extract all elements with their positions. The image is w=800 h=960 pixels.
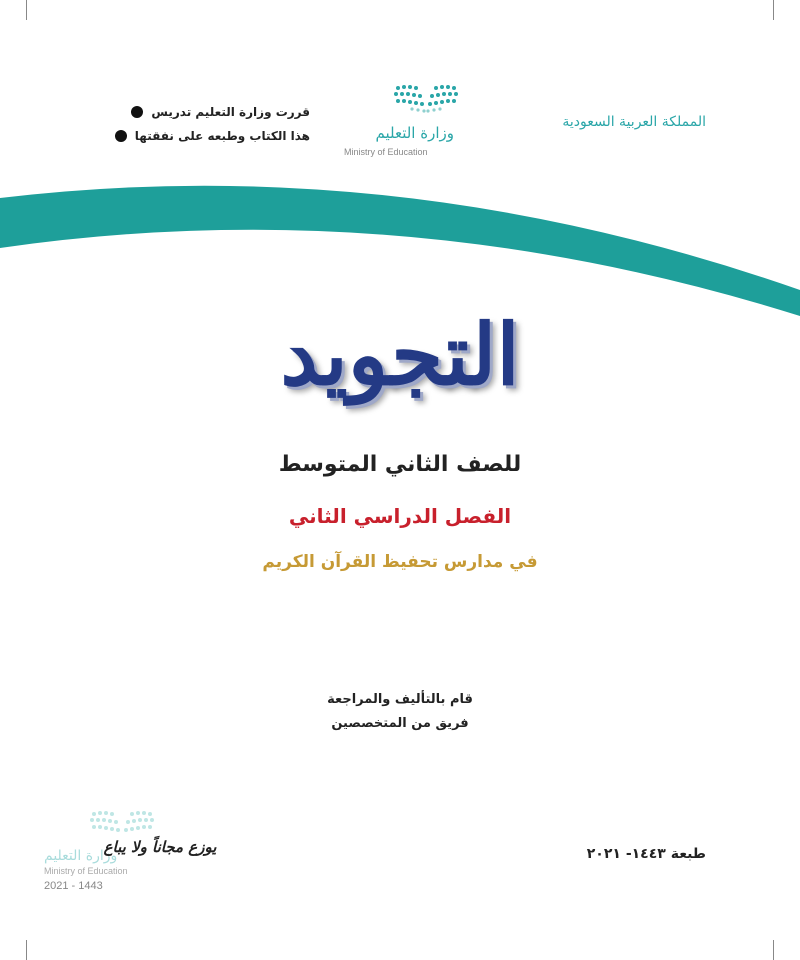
bottom-ministry-name-ar: وزارة التعليم xyxy=(44,848,118,864)
bullet-icon xyxy=(115,130,127,142)
authors-line: فريق من المتخصصين xyxy=(331,716,469,731)
crop-mark xyxy=(26,940,27,960)
book-title: التجويد xyxy=(280,305,520,404)
decree-line xyxy=(96,124,310,148)
authors-line: قام بالتأليف والمراجعة xyxy=(327,692,473,707)
decree-text: هذا الكتاب وطبعه على نفقتها xyxy=(134,129,310,143)
crop-mark xyxy=(773,0,774,20)
crop-mark xyxy=(773,940,774,960)
decree-line xyxy=(96,100,310,124)
teal-swoosh-band xyxy=(0,160,800,320)
ministry-name-en: Ministry of Education xyxy=(344,147,428,157)
free-distribution-stamp: يوزع مجاناً ولا يباع xyxy=(103,838,217,856)
kingdom-name: المملكة العربية السعودية xyxy=(562,114,706,130)
bottom-ministry-name-en: Ministry of Education xyxy=(44,866,128,876)
ministry-name-ar: وزارة التعليم xyxy=(375,124,454,142)
authors-credit xyxy=(250,688,550,736)
decree-text: قررت وزارة التعليم تدريس xyxy=(151,105,310,119)
grade-subtitle: للصف الثاني المتوسط xyxy=(278,452,522,477)
schools-subtitle: في مدارس تحفيظ القرآن الكريم xyxy=(262,552,538,572)
edition-label: طبعة ١٤٤٣- ٢٠٢١ xyxy=(586,846,706,862)
bottom-years: 2021 - 1443 xyxy=(44,880,103,892)
crop-mark xyxy=(26,0,27,20)
bullet-icon xyxy=(131,106,143,118)
ministry-decree xyxy=(96,100,310,148)
semester-subtitle: الفصل الدراسي الثاني xyxy=(288,504,512,528)
